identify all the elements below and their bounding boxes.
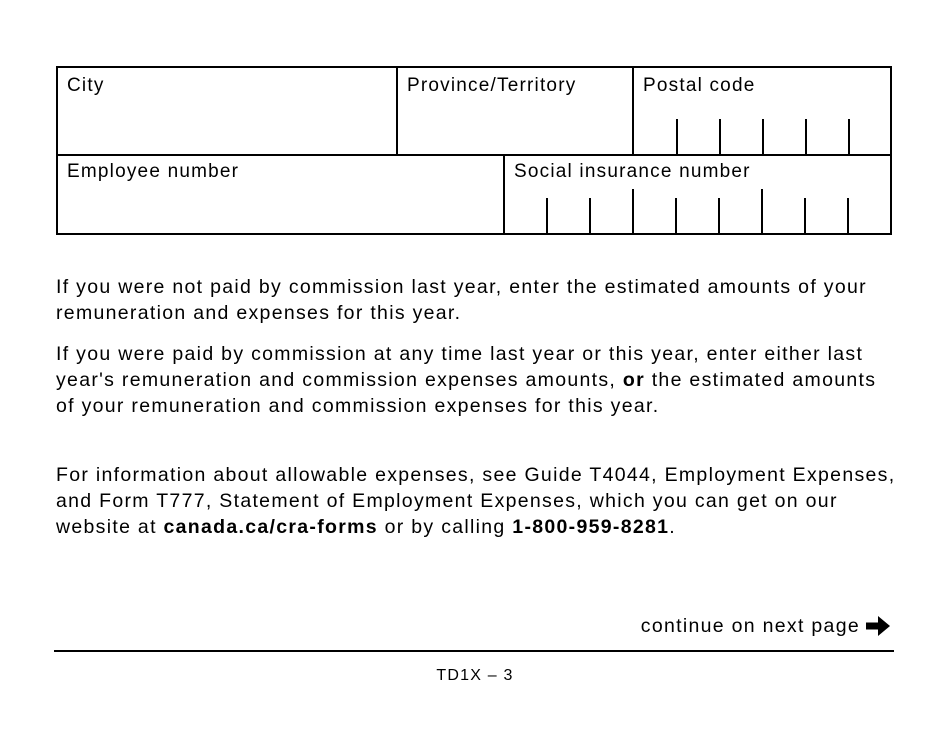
social-insurance-number-field[interactable]	[505, 154, 890, 233]
commission-or-emphasis: or	[622, 369, 645, 391]
form-row-identifiers	[58, 154, 890, 233]
postal-code-comb	[634, 114, 890, 154]
continue-label: continue on next page	[640, 614, 860, 637]
information-text-start: For information about allowable expenses, see Guide T4044, Employment Expenses, and Form T777, Statement of Employment Expenses, which you can get on our website at	[56, 464, 896, 538]
comb-tick	[676, 119, 678, 154]
phone-number: 1-800-959-8281	[512, 516, 670, 538]
comb-tick	[805, 119, 807, 154]
province-territory-field[interactable]	[398, 68, 634, 154]
comb-tick	[762, 119, 764, 154]
sin-comb	[505, 193, 890, 233]
comb-tick	[719, 119, 721, 154]
continue-next-page	[641, 614, 892, 638]
page-footer	[0, 667, 950, 685]
province-territory-label: Province/Territory	[407, 75, 577, 96]
comb-tick	[848, 119, 850, 154]
form-row-address	[58, 68, 890, 156]
postal-code-label: Postal code	[643, 75, 756, 96]
page-number-label: TD1X – 3	[436, 667, 514, 684]
comb-tick	[675, 198, 677, 233]
comb-tick	[761, 189, 763, 233]
city-label: City	[67, 75, 105, 96]
employee-number-field[interactable]	[58, 154, 505, 233]
comb-tick	[589, 198, 591, 233]
comb-tick	[847, 198, 849, 233]
footer-divider	[54, 650, 894, 652]
commission-text-end: the estimated amounts of your remuneration and commission expenses for this year.	[56, 369, 877, 417]
cra-forms-link[interactable]: canada.ca/cra-forms	[163, 516, 378, 538]
information-text-middle: or by calling	[377, 516, 513, 538]
instruction-paragraph-non-commission: If you were not paid by commission last year, enter the estimated amounts of your remuneration and expenses for this year.	[56, 276, 867, 324]
arrow-right-icon	[864, 614, 892, 638]
city-field[interactable]	[58, 68, 398, 154]
comb-tick	[804, 198, 806, 233]
instruction-paragraph-commission	[56, 341, 896, 419]
postal-code-field[interactable]	[634, 68, 890, 154]
information-text-end: .	[669, 516, 676, 538]
identification-form	[56, 66, 892, 235]
social-insurance-number-label: Social insurance number	[514, 161, 751, 182]
comb-tick	[632, 189, 634, 233]
employee-number-label: Employee number	[67, 161, 240, 182]
commission-text-start: If you were paid by commission at any time last year or this year, enter either last year's remuneration and commission expenses amounts,	[56, 343, 864, 391]
comb-tick	[546, 198, 548, 233]
comb-tick	[718, 198, 720, 233]
instruction-paragraph-information	[56, 462, 896, 540]
